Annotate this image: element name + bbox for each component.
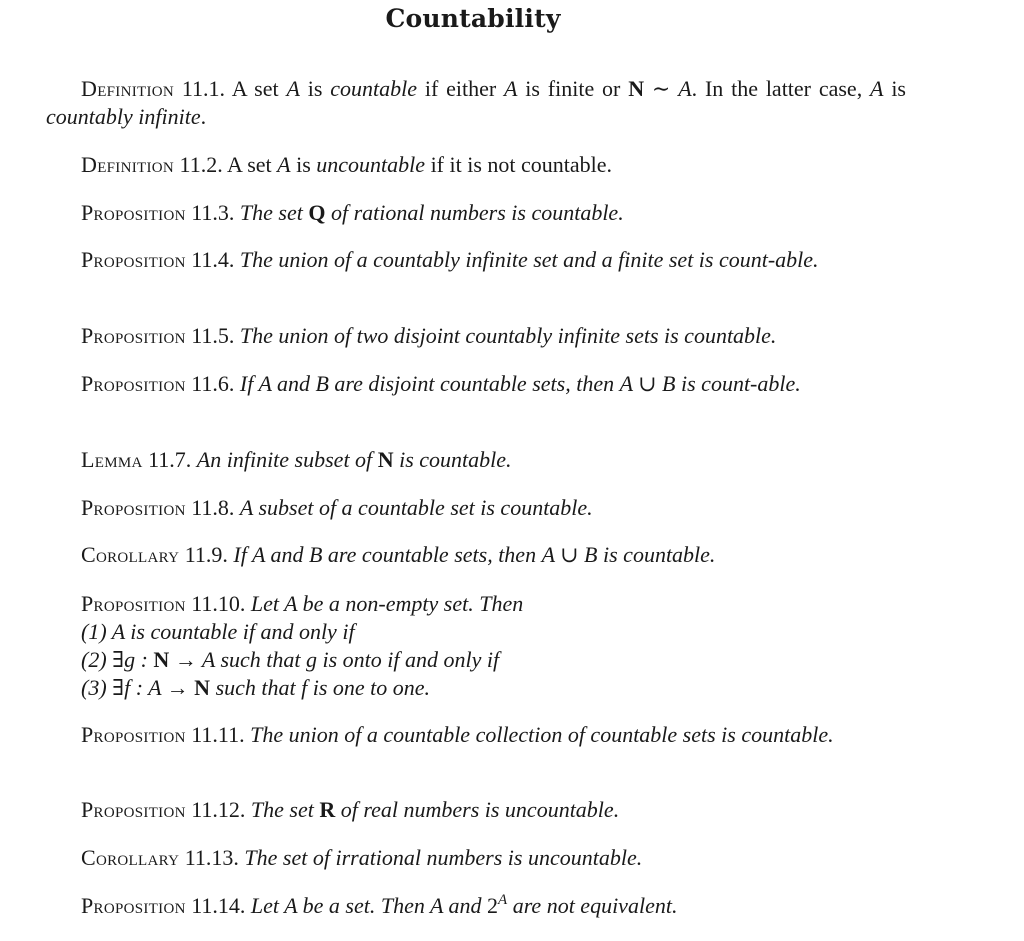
statement-body: A subset of a countable set is countable. <box>239 495 593 520</box>
statement-kind: Definition <box>81 152 175 177</box>
statement-body: If A and B are countable sets, then <box>233 542 537 567</box>
statement-number: 11.4. <box>191 247 235 272</box>
math-var: A <box>678 76 692 101</box>
list-item: (1) A is countable if and only if <box>81 619 355 644</box>
text: A set <box>231 76 279 101</box>
list-text: (3) ∃f : A → <box>81 675 189 700</box>
math-exponent: A <box>498 892 508 908</box>
statement-number: 11.14. <box>191 893 246 918</box>
statement-body: is countable. <box>603 542 716 567</box>
proposition-11-14 <box>46 892 906 920</box>
proposition-11-11 <box>46 721 906 749</box>
math-set-N: N <box>194 675 211 700</box>
statement-number: 11.10. <box>191 591 246 616</box>
math-expression: A ∪ B <box>619 371 676 396</box>
math-set-N: N <box>628 76 645 101</box>
math-var: A <box>277 152 291 177</box>
statement-number: 11.8. <box>191 495 235 520</box>
statement-number: 11.12. <box>191 797 246 822</box>
statement-body: The union of a countable collection of countable sets is countable. <box>250 722 834 747</box>
math-set-Q: Q <box>308 200 326 225</box>
statement-number: 11.6. <box>191 371 235 396</box>
statement-kind: Proposition <box>81 797 186 822</box>
proposition-11-4 <box>46 246 906 274</box>
statement-body: Let A be a set. Then A and <box>250 893 482 918</box>
text: is <box>307 76 323 101</box>
statement-body: The set <box>239 200 303 225</box>
statement-kind: Lemma <box>81 447 143 472</box>
statement-body: The union of a countably infinite set and a finite set is count-able. <box>239 247 819 272</box>
statement-kind: Proposition <box>81 893 186 918</box>
definition-11-1 <box>46 75 906 131</box>
proposition-11-3 <box>46 199 906 227</box>
statement-number: 11.3. <box>191 200 235 225</box>
math-power <box>487 893 507 918</box>
list-item <box>46 674 906 702</box>
definition-11-2 <box>46 151 906 179</box>
statement-body: The set of irrational numbers is uncountable. <box>244 845 643 870</box>
statement-number: 11.11. <box>191 722 245 747</box>
text: is <box>891 76 906 101</box>
emphasis-term: countable <box>330 76 418 101</box>
list-text: such that f is one to one. <box>215 675 431 700</box>
proposition-11-10 <box>46 590 906 702</box>
statement-body: of real numbers is uncountable. <box>340 797 620 822</box>
text: is finite or <box>525 76 621 101</box>
list-item <box>46 646 906 674</box>
statement-body: is countable. <box>399 447 512 472</box>
proposition-11-6 <box>46 370 906 398</box>
text: A set <box>227 152 272 177</box>
statement-body: are not equivalent. <box>512 893 678 918</box>
corollary-11-13 <box>46 844 906 872</box>
proposition-11-5 <box>46 322 906 350</box>
text: if either <box>424 76 497 101</box>
list-text: (2) ∃g : <box>81 647 148 672</box>
statement-body: of rational numbers is countable. <box>330 200 624 225</box>
statement-body: An infinite subset of <box>196 447 373 472</box>
math-var: A <box>870 76 884 101</box>
statement-kind: Proposition <box>81 495 186 520</box>
statement-number: 11.9. <box>184 542 228 567</box>
statement-kind: Corollary <box>81 845 180 870</box>
statement-number: 11.1. <box>181 76 226 101</box>
math-expression: A ∪ B <box>541 542 598 567</box>
proposition-11-8 <box>46 494 906 522</box>
corollary-11-9 <box>46 541 906 569</box>
text: . <box>200 104 207 129</box>
statement-kind: Proposition <box>81 722 186 747</box>
statement-number: 11.2. <box>179 152 223 177</box>
statement-kind: Corollary <box>81 542 180 567</box>
statement-body: The set <box>250 797 314 822</box>
statement-kind: Definition <box>81 76 175 101</box>
math-base: 2 <box>487 893 499 918</box>
lemma-11-7 <box>46 446 906 474</box>
statement-kind: Proposition <box>81 371 186 396</box>
statement-body: is count-able. <box>681 371 801 396</box>
math-symbol: ∼ <box>651 76 671 101</box>
emphasis-term: countably infinite <box>46 104 201 129</box>
statement-kind: Proposition <box>81 591 186 616</box>
math-set-N: N <box>377 447 394 472</box>
proposition-11-12 <box>46 796 906 824</box>
statement-number: 11.13. <box>184 845 239 870</box>
statement-number: 11.5. <box>191 323 235 348</box>
statement-body: If A and B are disjoint countable sets, then <box>239 371 615 396</box>
statement-kind: Proposition <box>81 323 186 348</box>
statement-number: 11.7. <box>148 447 192 472</box>
math-var: A <box>504 76 518 101</box>
statement-kind: Proposition <box>81 247 186 272</box>
text: if it is not countable. <box>430 152 613 177</box>
math-set-R: R <box>319 797 336 822</box>
emphasis-term: uncountable <box>316 152 426 177</box>
statement-kind: Proposition <box>81 200 186 225</box>
page-title: Countability <box>385 4 561 33</box>
math-var: A <box>286 76 300 101</box>
math-set-N: N <box>153 647 170 672</box>
statement-body: The union of two disjoint countably infinite sets is countable. <box>239 323 777 348</box>
statement-body: Let A be a non-empty set. Then <box>250 591 524 616</box>
text: . In the latter case, <box>691 76 863 101</box>
text: is <box>296 152 311 177</box>
list-text: → A such that g is onto if and only if <box>174 647 500 672</box>
